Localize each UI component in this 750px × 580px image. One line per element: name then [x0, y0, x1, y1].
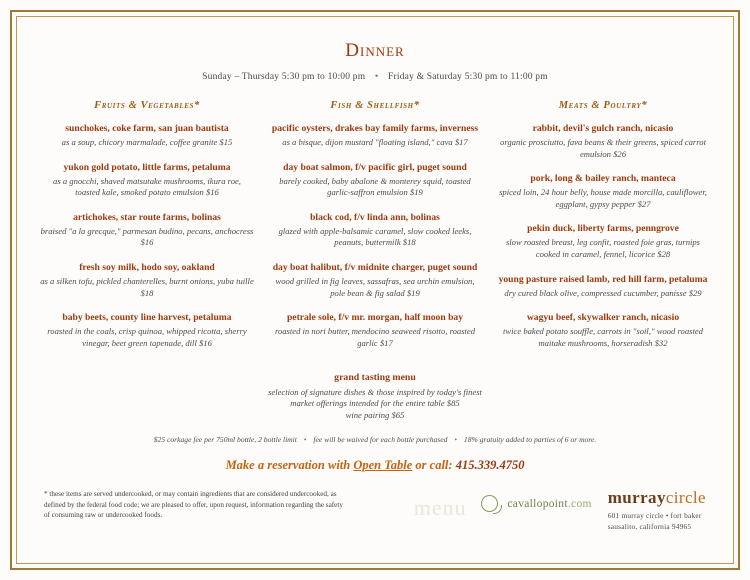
cavallo-point-logo[interactable]: [481, 493, 591, 515]
menu-item-description: glazed with apple-balsamic caramel, slow cooked leeks, peanuts, buttermilk $18: [278, 225, 472, 248]
cavallo-point-domain: .com: [567, 498, 592, 511]
column-heading: Meats & Poultry*: [558, 100, 648, 111]
policy-notes: [40, 435, 710, 444]
menu-item-description: dry cured black olive, compressed cucumber, panisse $29: [504, 287, 702, 298]
menu-columns: [40, 100, 710, 362]
tasting-menu-line-1: selection of signature dishes & those inspired by today's finest: [268, 386, 482, 397]
menu-column-meats-poultry: [496, 100, 710, 362]
menu-item: [40, 262, 254, 299]
menu-item-name: black cod, f/v linda ann, bolinas: [310, 211, 440, 223]
gratuity-note: 18% gratuity added to parties of 6 or more.: [463, 435, 597, 445]
reservation-middle: or call:: [412, 458, 456, 473]
grand-tasting-menu: [40, 372, 710, 421]
hours-weekend: Friday & Saturday 5:30 pm to 11:00 pm: [388, 72, 548, 82]
cavallo-swirl-icon: [481, 493, 503, 515]
menu-item-description: roasted in the coals, crisp quinoa, whipped ricotta, sherry vinegar, beet green tapenade, dill $16: [47, 326, 247, 348]
reservation-prefix: Make a reservation with: [225, 458, 354, 473]
menu-item-description: braised "a la grecque," parmesan budino, pecans, anchocress $16: [40, 225, 254, 248]
menu-item-name: pork, long & bailey ranch, manteca: [530, 173, 676, 185]
page-title: Dinner: [345, 40, 405, 61]
menu-item-name: day boat halibut, f/v midnite charger, puget sound: [272, 261, 478, 273]
menu-item-description: organic prosciutto, fava beans & their greens, spiced carrot emulsion $26: [500, 136, 706, 159]
menu-item-description: as a soup, chicory marmalade, coffee granite $15: [61, 136, 233, 147]
murray-word: murray: [607, 488, 666, 508]
address-line-1: 601 murray circle • fort baker: [607, 511, 702, 521]
menu-item: [496, 312, 710, 349]
hours-weekday: Sunday – Thursday 5:30 pm to 10:00 pm: [202, 72, 366, 82]
menu-item-name: fresh soy milk, hodo soy, oakland: [79, 261, 215, 273]
menu-item-name: sunchokes, coke farm, san juan bautista: [65, 123, 229, 134]
menu-item-description: barely cooked, baby abalone & monterey squid, toasted garlic-saffron emulsion $19: [279, 175, 471, 198]
menu-item: [496, 274, 710, 300]
murray-circle-address: [608, 510, 706, 532]
menu-item: [40, 212, 254, 249]
menu-item-description: as a gnocchi, shaved matsutake mushrooms, ikura roe, toasted kale, smoked potato emulsion $16: [53, 175, 241, 198]
menu-item-name: young pasture raised lamb, red hill farm, petaluma: [498, 273, 708, 285]
menu-item-description: slow roasted breast, leg confit, roasted foie gras, turnips cooked in caramel, fennel, licorice $28: [505, 237, 701, 259]
menu-content: [14, 14, 736, 566]
menu-item: [268, 212, 482, 249]
menu-column-fish-shellfish: [268, 100, 482, 362]
menu-column-fruits-vegetables: [40, 100, 254, 362]
menu-item-description: roasted in nori butter, mendocino seaweed risotto, roasted garlic $17: [274, 326, 476, 348]
circle-word: circle: [665, 488, 706, 508]
menu-item: [496, 173, 710, 210]
menu-item: [268, 162, 482, 199]
menu-item-name: day boat salmon, f/v pacific girl, puget sound: [283, 161, 467, 173]
menu-item: [496, 223, 710, 260]
menu-item-description: spiced loin, 24 hour belly, house made morcilla, cauliflower, eggplant, gypsy pepper $27: [499, 187, 707, 209]
hours-separator: •: [374, 72, 379, 82]
column-heading: Fish & Shellfish*: [330, 100, 420, 111]
reservation-phone[interactable]: 415.339.4750: [455, 458, 525, 473]
menu-item-description: wood grilled in fig leaves, sassafras, sea urchin emulsion, pole bean & fig salad $19: [275, 275, 475, 298]
menu-item: [268, 262, 482, 299]
menu-item-name: rabbit, devil's gulch ranch, nicasio: [532, 123, 674, 134]
tasting-menu-line-2: market offerings intended for the entire table $85: [290, 398, 460, 409]
menu-item-name: petrale sole, f/v mr. morgan, half moon bay: [286, 312, 464, 324]
brand-logos: [362, 489, 706, 532]
menu-item-name: artichokes, star route farms, bolinas: [73, 211, 221, 223]
murray-circle-brand: [608, 489, 706, 532]
menu-item: [268, 312, 482, 349]
open-table-link[interactable]: Open Table: [353, 458, 413, 473]
tasting-menu-line-3: wine pairing $65: [345, 409, 405, 420]
waived-note: fee will be waived for each bottle purchased: [313, 435, 448, 445]
cavallo-point-name: cavallopoint: [507, 498, 568, 511]
menu-item: [496, 123, 710, 160]
address-line-2: sausalito, california 94965: [607, 522, 692, 532]
menu-item-description: as a silken tofu, pickled chanterelles, burnt onions, yuba tuille $18: [40, 275, 254, 298]
note-separator: •: [303, 435, 307, 445]
menu-item-name: pekin duck, liberty farms, penngrove: [527, 223, 679, 235]
menu-item: [40, 123, 254, 149]
menu-item-description: twice baked potato souffle, carrots in "soil," wood roasted maitake mushrooms, horseradish $32: [503, 326, 703, 348]
corkage-note: $25 corkage fee per 750ml bottle, 2 bottle limit: [153, 435, 297, 445]
menu-item: [40, 162, 254, 199]
footer: [40, 489, 710, 532]
reservation-callout: [40, 458, 710, 473]
menu-item-name: baby beets, county line harvest, petaluma: [62, 312, 232, 324]
watermark-text: menu: [413, 495, 467, 521]
service-hours: [40, 72, 710, 82]
menu-item: [40, 312, 254, 349]
tasting-menu-name: grand tasting menu: [334, 372, 416, 384]
menu-item: [268, 123, 482, 149]
note-separator: •: [454, 435, 458, 445]
cavallo-point-wordmark: [507, 498, 591, 510]
menu-item-description: as a bisque, dijon mustard "floating island," cava $17: [282, 136, 468, 147]
menu-item-name: wagyu beef, skywalker ranch, nicasio: [526, 312, 680, 324]
column-heading: Fruits & Vegetables*: [94, 100, 200, 111]
murray-circle-wordmark: [608, 489, 706, 506]
menu-item-name: yukon gold potato, little farms, petaluma: [63, 161, 231, 173]
undercooked-disclaimer: * these items are served undercooked, or may contain ingredients that are considered undercooked, as defined by the federal food code; we are pleased to offer, upon request, information regarding the safety of consuming raw or undercooked foods.: [44, 490, 343, 520]
menu-item-name: pacific oysters, drakes bay family farms, inverness: [271, 123, 479, 134]
